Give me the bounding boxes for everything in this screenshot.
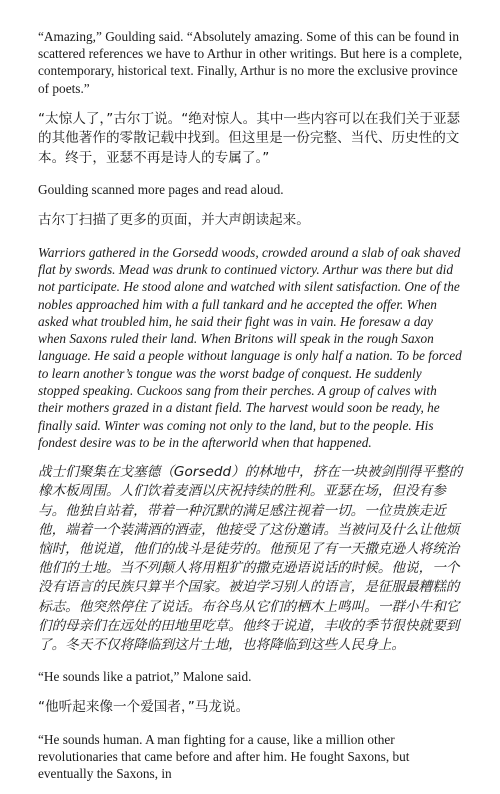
paragraph-amazing-en: “Amazing,” Goulding said. “Absolutely amazing. Some of this can be found in scattered references we have to Arthur in other writings. But here is a complete, contemporary, historical text. Finally, Arthur is no more the exclusive province of poets.” [38,29,463,96]
paragraph-scanned-en: Goulding scanned more pages and read aloud. [38,182,284,198]
paragraph-patriot-zh: “他听起来像一个爱国者，”马龙说。 [38,699,250,716]
paragraph-warriors-zh: 战士们聚集在戈塞德（Gorsedd）的林地中，挤在一块被剑削得平整的橡木板周围。人们饮着麦酒以庆祝持续的胜利。亚瑟在场，但没有参与。他独自站着，带着一种沉默的满足感注视着一切。一位贵族走近他，端着一个装满酒的酒壶，他接受了这份邀请。当被问及什么让他烦恼时，他说道，他们的战斗是徒劳的。他预见了有一天撒克逊人将统治他们的土地。当不列颠人将用粗犷的撒克逊语说话的时候。他说，一个没有语言的民族只算半个国家。被迫学习别人的语言，是征服最糟糕的标志。他突然停住了说话。布谷鸟从它们的栖木上鸣叫。一群小牛和它们的母亲们在远处的田地里吃草。他终于说道，丰收的季节很快就要到了。冬天不仅将降临到这片土地，也将降临到这些人民身上。 [38,464,463,654]
paragraph-scanned-zh: 古尔丁扫描了更多的页面，并大声朗读起来。 [38,212,310,229]
paragraph-patriot-en: “He sounds like a patriot,” Malone said. [38,669,252,685]
paragraph-human-en: “He sounds human. A man fighting for a cause, like a million other revolutionaries that came before and after him. He fought Saxons, but eventually the Saxons, in [38,731,410,782]
paragraph-warriors-en: Warriors gathered in the Gorsedd woods, crowded around a slab of oak shaved flat by swords. Mead was drunk to continued victory. Arthur was there but did not participate. He stood alone and watched with silent satisfaction. One of the nobles approached him with a full tankard and he accepted the offer. When asked what troubled him, he said their fight was in vain. He foresaw a day when Saxons ruled their land. When Britons will speak in the rough Saxon language. He said a people without language is only half a nation. To be forced to learn another’s tongue was the worst badge of conquest. He suddenly stopped speaking. Cuckoos sang from their perches. A group of calves with their mothers grazed in a distant field. The harvest would soon be ready, he finally said. Winter was coming not only to the land, but to the people. His fondest desire was to be in the afterworld when that happened. [38,244,462,450]
paragraph-amazing-zh: “太惊人了，”古尔丁说。“绝对惊人。其中一些内容可以在我们关于亚瑟的其他著作的零散记载中找到。但这里是一份完整、当代、历史性的文本。终于，亚瑟不再是诗人的专属了。” [38,110,461,166]
document-page [38,28,464,794]
